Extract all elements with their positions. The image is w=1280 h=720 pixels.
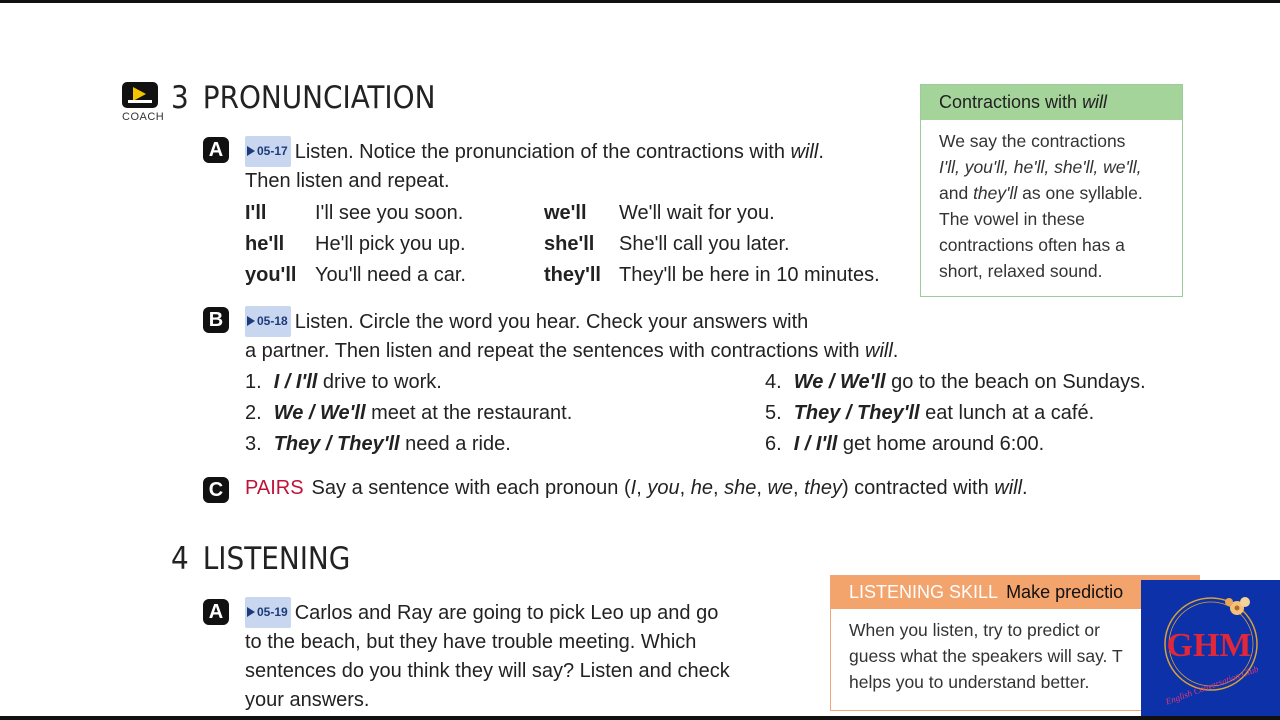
tip-title (921, 85, 1182, 120)
club-logo (1141, 580, 1280, 718)
instruction-emphasis: will (994, 477, 1023, 499)
pronoun: they (804, 477, 842, 499)
audio-track-button[interactable] (245, 597, 291, 628)
tip-line: short, relaxed sound. (939, 261, 1103, 281)
audio-track-number: 05-19 (257, 605, 288, 619)
example-sentence: He'll pick you up. (315, 233, 466, 255)
word-choice[interactable]: I / I'll (793, 433, 838, 455)
coach-label: COACH (122, 111, 165, 123)
tip-line: contractions often has a (939, 235, 1125, 255)
word-choice[interactable]: We / We'll (273, 402, 366, 424)
instruction-text-2: Then listen and repeat. (245, 170, 450, 192)
logo-graphic (1141, 580, 1280, 718)
item-number: 4. (765, 371, 782, 393)
play-triangle-icon (247, 607, 255, 617)
listening-a-instructions (245, 597, 825, 715)
example-sentence: We'll wait for you. (619, 202, 775, 224)
section-4-title (171, 541, 350, 577)
item-text: need a ride. (399, 433, 511, 455)
item-number: 3. (245, 433, 262, 455)
activity-badge-a: A (203, 137, 229, 163)
activity-a-instructions (245, 136, 925, 196)
word-choice[interactable]: I / I'll (273, 371, 318, 393)
tip-text: as one syllable. (1017, 183, 1143, 203)
example-sentence: She'll call you later. (619, 233, 790, 255)
contraction-word: I'll (245, 202, 267, 224)
instruction-text: Carlos and Ray are going to pick Leo up and go (294, 602, 719, 624)
instruction-text: Listen. Notice the pronunciation of the contractions with (294, 141, 791, 163)
instruction-text: Listen. Circle the word you hear. Check your answers with (294, 311, 809, 333)
item-number: 6. (765, 433, 782, 455)
exercise-item (765, 371, 1146, 394)
logo-letters: GHM (1166, 627, 1252, 664)
tip-title-emphasis: will (1082, 92, 1108, 112)
instruction-period: . (892, 340, 899, 362)
instruction-text: to the beach, but they have trouble meeting. Which (245, 631, 697, 653)
bottom-border (0, 716, 1280, 720)
audio-track-button[interactable] (245, 136, 291, 167)
activity-b-instructions (245, 306, 1025, 366)
skill-line: helps you to understand better. (849, 672, 1090, 692)
audio-track-number: 05-18 (257, 314, 288, 328)
section-number: 3 (171, 80, 189, 116)
instruction-text: sentences do you think they will say? Listen and check (245, 660, 730, 682)
activity-c-instructions: PAIRS Say a sentence with each pronoun (I, you, he, she, we, they) contracted with will. (245, 477, 1028, 499)
pronoun: he (690, 477, 713, 499)
contraction-word: she'll (544, 233, 595, 255)
section-heading: LISTENING (202, 541, 351, 577)
play-icon (122, 82, 158, 108)
tip-line: I'll, you'll, he'll, she'll, we'll, (939, 157, 1142, 177)
exercise-item (765, 402, 1094, 425)
tip-line: We say the contractions (939, 131, 1126, 151)
exercise-item (765, 433, 1044, 456)
instruction-text: ) contracted with (841, 477, 995, 499)
skill-line: guess what the speakers will say. T (849, 646, 1123, 666)
contraction-word: you'll (245, 264, 297, 286)
contraction-word: they'll (544, 264, 601, 286)
contractions-tip-box (920, 84, 1183, 297)
example-sentence: I'll see you soon. (315, 202, 464, 224)
exercise-item (245, 371, 442, 394)
exercise-item (245, 433, 511, 456)
instruction-emphasis: will (865, 340, 893, 362)
contraction-word: he'll (245, 233, 285, 255)
audio-track-number: 05-17 (257, 144, 288, 158)
item-number: 2. (245, 402, 262, 424)
play-triangle-icon (247, 316, 255, 326)
word-choice[interactable]: They / They'll (273, 433, 400, 455)
tip-title-text: Contractions with (939, 92, 1083, 112)
tip-line (939, 180, 1164, 206)
pronoun: we (767, 477, 794, 499)
pronoun: I (630, 477, 637, 499)
skill-label: LISTENING SKILL (849, 582, 999, 602)
top-border (0, 0, 1280, 3)
tip-body (921, 120, 1182, 292)
item-number: 1. (245, 371, 262, 393)
skill-line: When you listen, try to predict or (849, 620, 1100, 640)
tip-line: The vowel in these (939, 209, 1085, 229)
tip-emphasis: they'll (973, 183, 1018, 203)
activity-badge-c: C (203, 477, 229, 503)
logo-arc-text: English Conversation Club (1164, 663, 1260, 707)
instruction-text: your answers. (245, 689, 370, 711)
item-text: eat lunch at a café. (919, 402, 1095, 424)
pairs-label: PAIRS (245, 477, 304, 499)
item-text: get home around 6:00. (837, 433, 1045, 455)
activity-badge-b: B (203, 307, 229, 333)
instruction-period: . (818, 141, 824, 163)
tip-text: and (939, 183, 974, 203)
contraction-word: we'll (544, 202, 587, 224)
word-choice[interactable]: We / We'll (793, 371, 886, 393)
instruction-emphasis: will (790, 141, 819, 163)
item-number: 5. (765, 402, 782, 424)
section-heading: PRONUNCIATION (202, 80, 436, 116)
item-text: meet at the restaurant. (365, 402, 573, 424)
play-triangle-icon (247, 146, 255, 156)
word-choice[interactable]: They / They'll (793, 402, 920, 424)
example-sentence: They'll be here in 10 minutes. (619, 264, 880, 286)
example-sentence: You'll need a car. (315, 264, 466, 286)
audio-track-button[interactable] (245, 306, 291, 337)
section-number: 4 (171, 541, 189, 577)
instruction-text: Say a sentence with each pronoun ( (311, 477, 631, 499)
section-3-title (171, 80, 435, 116)
exercise-item (245, 402, 572, 425)
instruction-period: . (1022, 477, 1028, 499)
activity-badge-a: A (203, 599, 229, 625)
item-text: drive to work. (317, 371, 442, 393)
item-text: go to the beach on Sundays. (885, 371, 1146, 393)
skill-heading: Make predictio (1006, 582, 1124, 602)
coach-video-button[interactable] (122, 82, 165, 126)
pronoun: she (724, 477, 757, 499)
instruction-text-2: a partner. Then listen and repeat the sentences with contractions with (245, 340, 865, 362)
pronoun: you (647, 477, 680, 499)
